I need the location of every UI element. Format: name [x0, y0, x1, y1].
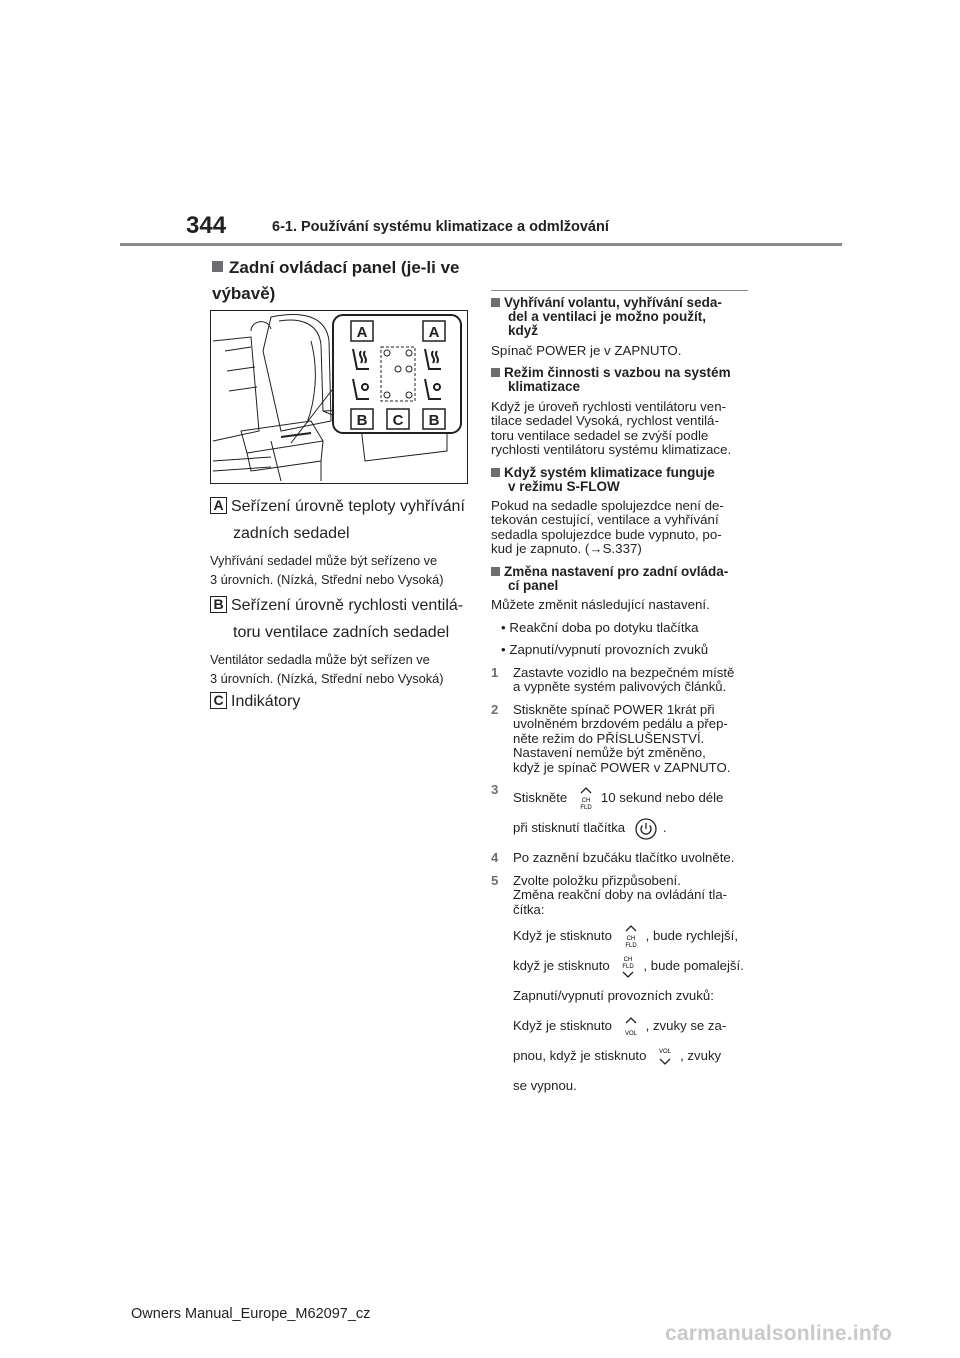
ch-fld-up-icon [577, 786, 595, 812]
label-c: C [392, 412, 404, 429]
bullet-sounds: • Zapnutí/vypnutí provozních zvuků [501, 642, 709, 658]
bullet-reaction-time: • Reakční doba po dotyku tlačítka [501, 619, 699, 635]
letter-a-box: A [210, 497, 227, 514]
power-button-icon [635, 818, 657, 840]
settings-intro: Můžete změnit následující nastavení. [491, 597, 710, 613]
s-flow-text: Pokud na sedadle spolujezdce není de- tekován cestující, ventilace a vyhřívání sedadla spolujezdce bude vypnuto, po- kud je zapnuto. (→S.337) [491, 497, 724, 557]
seat-drawing [211, 311, 467, 483]
svg-text:CH: CH [581, 797, 591, 804]
right-rule [491, 290, 748, 291]
svg-text:CH: CH [624, 956, 633, 963]
vol-down-icon [656, 1045, 674, 1069]
label-a-left: A [356, 324, 368, 341]
header-rule [120, 243, 842, 246]
vol-up-icon [622, 1015, 640, 1039]
rear-seat-illustration [210, 310, 468, 484]
svg-text:FLD: FLD [580, 804, 592, 811]
label-b-left: B [356, 412, 368, 429]
section-title: 6-1. Používání systému klimatizace a odmlžování [272, 219, 609, 235]
heading-rear-panel-settings: Změna nastavení pro zadní ovláda- cí panel [491, 565, 753, 593]
svg-text:FLD: FLD [622, 963, 635, 970]
item-a: A Seřízení úrovně teploty vyhřívání zadních sedadel Vyhřívání sedadel může být seřízeno ve 3 úrovních. (Nízká, Střední nebo Vysoká) [210, 497, 465, 587]
svg-text:VOL: VOL [624, 1030, 637, 1037]
watermark-logo: carmanualsonline.info [665, 1322, 893, 1345]
svg-text:VOL: VOL [659, 1048, 672, 1055]
footer-text: Owners Manual_Europe_M62097_cz [131, 1306, 371, 1322]
rear-panel-heading: Zadní ovládací panel (je-li ve výbavě) [212, 258, 460, 303]
svg-text:FLD: FLD [624, 942, 637, 949]
step-2: 2 Stiskněte spínač POWER 1krát při uvolněném brzdovém pedálu a přep- něte režim do PŘÍSLUŠENSTVÍ. Nastavení nemůže být změněno, když je spínač POWER v ZAPNUTO. [491, 701, 731, 775]
power-on-text: Spínač POWER je v ZAPNUTO. [491, 342, 682, 358]
ch-fld-up-icon [622, 924, 640, 950]
svg-text:CH: CH [626, 935, 635, 942]
letter-c-box: C [210, 692, 227, 709]
label-b-right: B [428, 412, 440, 429]
heading-square-icon [212, 261, 223, 272]
page-number: 344 [186, 212, 227, 239]
step-5: 5 Zvolte položku přizpůsobení. Změna reakční doby na ovládání tla- čítka: Když je stisknuto CH FLD , bude rychlejší, když je stisknuto CH FLD , bude pomalejší. Zapnutí/vypnutí provozních zvuků: Když je stisknuto VOL , zvuky se za- pnou, když je stisknuto VOL , zvuky se vypnou. [491, 872, 744, 1094]
step-3: 3 Stiskněte CH FLD 10 sekund nebo déle při stisknutí tlačítka . [491, 783, 753, 843]
step-1: 1 Zastavte vozidlo na bezpečném místě a vypněte systém palivových článků. [491, 664, 735, 695]
step-4: 4 Po zaznění bzučáku tlačítko uvolněte. [491, 850, 735, 866]
letter-b-box: B [210, 596, 227, 613]
heading-s-flow: Když systém klimatizace funguje v režimu S-FLOW [491, 466, 753, 494]
item-c: C Indikátory [210, 688, 470, 715]
heading-steering-heating: Vyhřívání volantu, vyhřívání seda- del a ventilaci je možno použít, když [491, 296, 753, 339]
right-column [491, 290, 753, 1109]
label-a-right: A [428, 324, 440, 341]
item-b: B Seřízení úrovně rychlosti ventilá- toru ventilace zadních sedadel Ventilátor sedadla může být seřízen ve 3 úrovních. (Nízká, Střední nebo Vysoká) [210, 596, 464, 686]
ch-fld-down-icon [619, 954, 637, 980]
linked-mode-text: Když je úroveň rychlosti ventilátoru ven- tilace sedadel Vysoká, rychlost ventilá- toru ventilace sedadel se zvýší podle rychlosti ventilátoru systému klimatizace. [491, 398, 732, 458]
heading-linked-mode: Režim činnosti s vazbou na systém klimatizace [491, 366, 753, 394]
